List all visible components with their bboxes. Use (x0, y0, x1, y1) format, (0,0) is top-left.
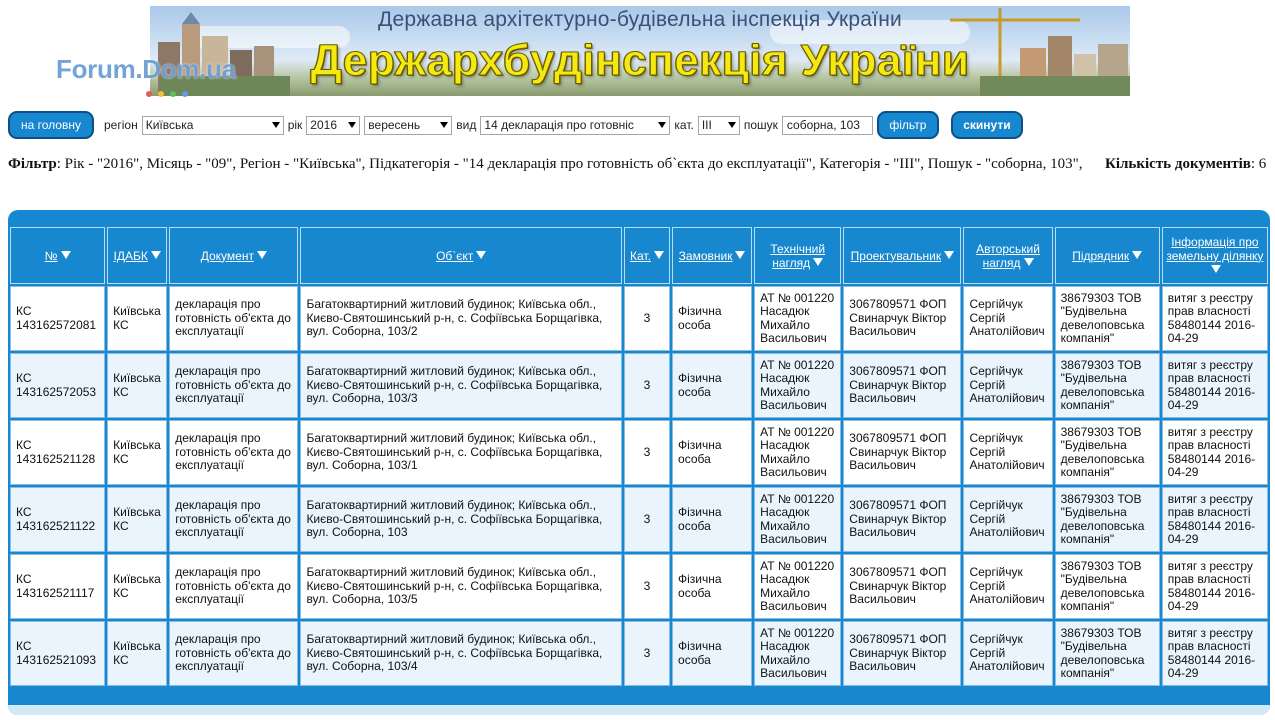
sort-link-tech-supervision[interactable]: Технічний нагляд (770, 241, 826, 270)
cell-tech-supervision: АТ № 001220 Насадюк Михайло Васильович (754, 353, 841, 418)
sort-link-customer[interactable]: Замовник (678, 248, 733, 263)
cell-contractor: 38679303 ТОВ "Будівельна девелоповська компанія" (1055, 286, 1160, 351)
year-label: рік (287, 118, 303, 132)
sort-link-idabk[interactable]: ІДАБК (113, 248, 148, 263)
forum-watermark-logo: Forum.Dom.ua (56, 54, 236, 84)
sort-arrow-icon[interactable] (735, 251, 745, 259)
cell-category: 3 (624, 353, 670, 418)
cell-author-supervision: Сергійчук Сергій Анатолійович (963, 554, 1052, 619)
column-header-author-supervision[interactable] (963, 227, 1052, 284)
sort-link-designer[interactable]: Проектувальник (850, 248, 942, 263)
cell-object: Багатоквартирний житловий будинок; Київська обл., Києво-Святошинський р-н, с. Софіївська Борщагівка, вул. Соборна, 103/2 (300, 286, 622, 351)
year-select[interactable] (306, 116, 360, 135)
column-header-contractor[interactable] (1055, 227, 1160, 284)
reset-button[interactable]: скинути (951, 111, 1023, 139)
search-input[interactable]: соборна, 103 (782, 116, 873, 135)
sort-link-num[interactable]: № (44, 248, 58, 263)
cell-land-info: витяг з реєстру прав власності 58480144 2016-04-29 (1162, 621, 1268, 686)
sort-arrow-icon[interactable] (1211, 265, 1221, 273)
cell-object: Багатоквартирний житловий будинок; Київська обл., Києво-Святошинський р-н, с. Софіївська Борщагівка, вул. Соборна, 103/5 (300, 554, 622, 619)
column-header-designer[interactable] (843, 227, 961, 284)
cell-land-info: витяг з реєстру прав власності 58480144 2016-04-29 (1162, 554, 1268, 619)
sort-arrow-icon[interactable] (151, 251, 161, 259)
cell-customer: Фізична особа (672, 286, 752, 351)
document-count-label: Кількість документів (1104, 156, 1251, 172)
cell-document: декларація про готовність об'єкта до експлуатації (169, 286, 298, 351)
table-row (10, 621, 1268, 686)
cell-land-info: витяг з реєстру прав власності 58480144 2016-04-29 (1162, 420, 1268, 485)
cell-customer: Фізична особа (672, 487, 752, 552)
filter-controls (8, 109, 1268, 141)
cell-author-supervision: Сергійчук Сергій Анатолійович (963, 420, 1052, 485)
cell-object: Багатоквартирний житловий будинок; Київська обл., Києво-Святошинський р-н, с. Софіївська Борщагівка, вул. Соборна, 103 (300, 487, 622, 552)
column-header-num[interactable] (10, 227, 105, 284)
cell-num: КС 143162521093 (10, 621, 105, 686)
cell-document: декларація про готовність об'єкта до експлуатації (169, 353, 298, 418)
cell-document: декларація про готовність об'єкта до експлуатації (169, 621, 298, 686)
cell-document: декларація про готовність об'єкта до експлуатації (169, 420, 298, 485)
type-select[interactable] (480, 116, 670, 135)
cell-category: 3 (624, 554, 670, 619)
chevron-down-icon (440, 122, 448, 128)
filter-summary-label: Фільтр (8, 156, 57, 172)
cell-designer: 3067809571 ФОП Свинарчук Віктор Васильович (843, 420, 961, 485)
table-footer-band (8, 704, 1270, 715)
documents-table-container (8, 210, 1270, 715)
chevron-down-icon (348, 122, 356, 128)
region-select[interactable] (142, 116, 284, 135)
cell-designer: 3067809571 ФОП Свинарчук Віктор Васильович (843, 286, 961, 351)
cell-idabk: Київська КС (107, 353, 167, 418)
cell-object: Багатоквартирний житловий будинок; Київська обл., Києво-Святошинський р-н, с. Софіївська Борщагівка, вул. Соборна, 103/4 (300, 621, 622, 686)
cell-author-supervision: Сергійчук Сергій Анатолійович (963, 621, 1052, 686)
type-label: вид (456, 118, 477, 132)
table-row (10, 554, 1268, 619)
cell-idabk: Київська КС (107, 621, 167, 686)
cell-contractor: 38679303 ТОВ "Будівельна девелоповська компанія" (1055, 353, 1160, 418)
documents-table (8, 225, 1270, 688)
cell-idabk: Київська КС (107, 420, 167, 485)
cell-tech-supervision: АТ № 001220 Насадюк Михайло Васильович (754, 621, 841, 686)
search-label: пошук (743, 118, 778, 132)
cell-customer: Фізична особа (672, 420, 752, 485)
table-row (10, 286, 1268, 351)
cell-num: КС 143162572053 (10, 353, 105, 418)
cell-num: КС 143162521122 (10, 487, 105, 552)
cell-document: декларація про готовність об'єкта до експлуатації (169, 487, 298, 552)
column-header-document[interactable] (169, 227, 298, 284)
sort-arrow-icon[interactable] (654, 251, 664, 259)
cell-customer: Фізична особа (672, 621, 752, 686)
category-label: кат. (674, 118, 694, 132)
cell-contractor: 38679303 ТОВ "Будівельна девелоповська компанія" (1055, 420, 1160, 485)
home-button[interactable]: на головну (8, 111, 94, 139)
category-select[interactable] (698, 116, 740, 135)
column-header-category[interactable] (624, 227, 670, 284)
cell-num: КС 143162521128 (10, 420, 105, 485)
cell-num: КС 143162572081 (10, 286, 105, 351)
sort-arrow-icon[interactable] (944, 251, 954, 259)
table-row (10, 353, 1268, 418)
cell-tech-supervision: АТ № 001220 Насадюк Михайло Васильович (754, 554, 841, 619)
cell-contractor: 38679303 ТОВ "Будівельна девелоповська компанія" (1055, 554, 1160, 619)
sort-arrow-icon[interactable] (476, 251, 486, 259)
cell-designer: 3067809571 ФОП Свинарчук Віктор Васильович (843, 621, 961, 686)
site-banner (150, 6, 1130, 96)
document-count-value: : 6 (1250, 156, 1267, 172)
sort-arrow-icon[interactable] (813, 258, 823, 266)
column-header-customer[interactable] (672, 227, 752, 284)
cell-object: Багатоквартирний житловий будинок; Київська обл., Києво-Святошинський р-н, с. Софіївська Борщагівка, вул. Соборна, 103/3 (300, 353, 622, 418)
filter-button[interactable]: фільтр (877, 111, 939, 139)
month-select[interactable] (364, 116, 452, 135)
cell-designer: 3067809571 ФОП Свинарчук Віктор Васильович (843, 554, 961, 619)
sort-arrow-icon[interactable] (1132, 251, 1142, 259)
cell-category: 3 (624, 621, 670, 686)
cell-tech-supervision: АТ № 001220 Насадюк Михайло Васильович (754, 286, 841, 351)
chevron-down-icon (728, 122, 736, 128)
cell-num: КС 143162521117 (10, 554, 105, 619)
sort-arrow-icon[interactable] (1024, 258, 1034, 266)
cell-designer: 3067809571 ФОП Свинарчук Віктор Васильович (843, 487, 961, 552)
cell-object: Багатоквартирний житловий будинок; Київська обл., Києво-Святошинський р-н, с. Софіївська Борщагівка, вул. Соборна, 103/1 (300, 420, 622, 485)
category-select-value: III (701, 118, 712, 132)
cell-idabk: Київська КС (107, 286, 167, 351)
sort-link-document[interactable]: Документ (200, 248, 254, 263)
cell-idabk: Київська КС (107, 554, 167, 619)
cell-tech-supervision: АТ № 001220 Насадюк Михайло Васильович (754, 420, 841, 485)
cell-customer: Фізична особа (672, 353, 752, 418)
table-row (10, 487, 1268, 552)
column-header-land-info[interactable] (1162, 227, 1268, 284)
sort-link-author-supervision[interactable]: Авторський нагляд (976, 241, 1040, 270)
banner-subtitle: Державна архітектурно-будівельна інспекція України (378, 8, 902, 31)
chevron-down-icon (658, 122, 666, 128)
forum-logo-dots (146, 86, 194, 100)
sort-link-land-info[interactable]: Інформація про земельну ділянку (1166, 234, 1264, 263)
region-select-value: Київська (145, 118, 194, 132)
cell-contractor: 38679303 ТОВ "Будівельна девелоповська компанія" (1055, 487, 1160, 552)
filter-summary (8, 155, 1270, 173)
region-label: регіон (104, 118, 138, 132)
cell-author-supervision: Сергійчук Сергій Анатолійович (963, 487, 1052, 552)
column-header-object[interactable] (300, 227, 622, 284)
cell-idabk: Київська КС (107, 487, 167, 552)
filter-summary-text: : Рік - "2016", Місяць - "09", Регіон - "Київська", Підкатегорія - "14 декларація про готовність об`єкта до експлуатації", Категорія - "III", Пошук - "соборна, 103", (56, 156, 1083, 172)
cell-contractor: 38679303 ТОВ "Будівельна девелоповська компанія" (1055, 621, 1160, 686)
cell-category: 3 (624, 420, 670, 485)
cell-land-info: витяг з реєстру прав власності 58480144 2016-04-29 (1162, 286, 1268, 351)
sort-arrow-icon[interactable] (61, 251, 71, 259)
chevron-down-icon (272, 122, 280, 128)
cell-author-supervision: Сергійчук Сергій Анатолійович (963, 353, 1052, 418)
banner-title: Держархбудінспекція України (310, 36, 970, 85)
column-header-tech-supervision[interactable] (754, 227, 841, 284)
cell-land-info: витяг з реєстру прав власності 58480144 2016-04-29 (1162, 353, 1268, 418)
cell-document: декларація про готовність об'єкта до експлуатації (169, 554, 298, 619)
cell-designer: 3067809571 ФОП Свинарчук Віктор Васильович (843, 353, 961, 418)
sort-arrow-icon[interactable] (257, 251, 267, 259)
type-select-value: 14 декларація про готовніс (484, 118, 634, 132)
table-header-row (10, 227, 1268, 284)
cell-tech-supervision: АТ № 001220 Насадюк Михайло Васильович (754, 487, 841, 552)
cell-category: 3 (624, 286, 670, 351)
cell-land-info: витяг з реєстру прав власності 58480144 2016-04-29 (1162, 487, 1268, 552)
year-select-value: 2016 (310, 118, 337, 132)
column-header-idabk[interactable] (107, 227, 167, 284)
cell-customer: Фізична особа (672, 554, 752, 619)
cell-category: 3 (624, 487, 670, 552)
cell-author-supervision: Сергійчук Сергій Анатолійович (963, 286, 1052, 351)
month-select-value: вересень (368, 118, 421, 132)
sort-link-category[interactable]: Кат. (630, 248, 651, 263)
table-row (10, 420, 1268, 485)
sort-link-object[interactable]: Об`єкт (436, 248, 474, 263)
sort-link-contractor[interactable]: Підрядник (1072, 248, 1130, 263)
